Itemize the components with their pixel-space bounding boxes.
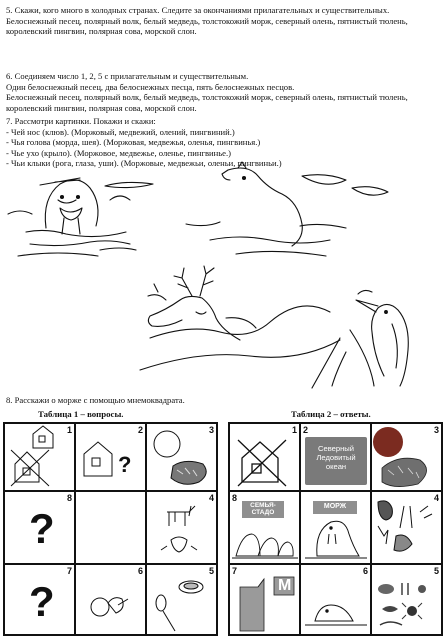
house-crossed-icon: [5, 424, 75, 491]
reindeer-picture: [140, 266, 340, 370]
question-cell-8: [4, 491, 75, 564]
answer-cell-1: [229, 423, 300, 491]
answer-cell-walrus: [300, 491, 371, 564]
question-cell-2: [75, 423, 146, 491]
section-6-task: 6. Соединяем число 1, 2, 5 с прилагательным и существительным.: [6, 71, 249, 81]
cell-number: 6: [362, 566, 368, 576]
cell-number: 6: [137, 566, 143, 576]
cell-number: 2: [137, 425, 143, 435]
section-5-animals: Белоснежный песец, полярный волк, белый медведь, толстокожий морж, северный олень, пятнистый тюлень, королевский пингвин, полярная сова, морской слон.: [6, 15, 408, 37]
soap-and-spoon-icon: [147, 565, 217, 635]
answer-cell-2: [300, 423, 371, 491]
answer-cell-7: [229, 564, 300, 635]
table-2-caption: Таблица 2 – ответы.: [291, 409, 371, 419]
question-cell-7: [4, 564, 75, 635]
cell-number: 4: [208, 493, 214, 503]
answer-cell-4: [371, 491, 442, 564]
family-label: СЕМЬЯ-СТАДО: [250, 502, 276, 516]
cell-number: 7: [232, 566, 238, 576]
walrus-calf-icon: [301, 565, 371, 635]
brown-circle-and-fur-icon: [372, 424, 442, 491]
section-7-title: 7. Рассмотри картинки. Покажи и скажи:: [6, 116, 156, 126]
animal-shapes-icon: [147, 492, 217, 564]
section-7-item: - Чья голова (морда, шея). (Моржовая, медвежья, оленья, пингвинья.): [6, 137, 261, 148]
answer-cell-3: [371, 423, 442, 491]
section-7-item: - Чей нос (клюв). (Моржовый, медвежий, олений, пингвиний.): [6, 126, 235, 137]
cell-number: 1: [291, 425, 297, 435]
section-8-title: 8. Расскажи о морже с помощью мнемоквадрата.: [6, 395, 185, 405]
penguin-picture: [312, 290, 408, 388]
answer-cell-5: [371, 564, 442, 635]
question-cell-5: [146, 564, 217, 635]
circle-and-fur-icon: [147, 424, 217, 491]
section-5: [6, 5, 442, 37]
section-5-task: 5. Скажи, кого много в холодных странах. Следите за окончаниями прилагательных и существительных.: [6, 5, 390, 15]
cell-number: 8: [66, 493, 72, 503]
house-crossed-icon: [230, 424, 300, 491]
walrus-label: МОРЖ: [323, 503, 347, 510]
question-mark: ?: [118, 452, 132, 477]
section-8: [6, 395, 442, 406]
walrus-parts-icon: [372, 492, 442, 564]
cell-number: 3: [433, 425, 439, 435]
cell-number: 5: [208, 566, 214, 576]
section-7: [6, 116, 442, 169]
cell-number: 2: [303, 425, 309, 435]
table-1-caption: Таблица 1 – вопросы.: [38, 409, 124, 419]
walrus-picture: [8, 178, 153, 256]
mnemo-table-questions: [3, 422, 218, 636]
house-icon: [76, 424, 146, 491]
section-7-item: - Чьи клыки (рога, глаза, уши). (Моржовые, медвежьи, оленьи, пингвиньи.): [6, 158, 282, 169]
question-cell-6: [75, 564, 146, 635]
letter-m: М: [278, 577, 292, 594]
section-6-example: Один белоснежный песец, два белоснежных песца, пять белоснежных песцов.: [6, 81, 295, 92]
question-cell-1: [4, 423, 75, 491]
cell-number: 4: [433, 493, 439, 503]
question-cell-empty: [75, 491, 146, 564]
cell-number: 1: [66, 425, 72, 435]
question-mark: ?: [29, 505, 55, 552]
cell-number: 3: [208, 425, 214, 435]
milk-carton-icon: [230, 565, 300, 635]
section-7-item: - Чье ухо (крыло). (Моржовое, медвежье, оленье, пингвинье.): [6, 147, 231, 158]
section-6: [6, 71, 442, 113]
answer-cell-6: [300, 564, 371, 635]
cell-number: 5: [433, 566, 439, 576]
cell-number: 7: [66, 566, 72, 576]
pacifier-icon: [76, 565, 146, 635]
section-6-animals: Белоснежный песец, полярный волк, белый медведь, толстокожий морж, северный олень, пятнистый тюлень, королевский пингвин, полярная сова, морской слон.: [6, 92, 408, 113]
cell-number: 8: [232, 493, 238, 503]
sea-food-icon: [372, 565, 442, 635]
question-cell-3: [146, 423, 217, 491]
polar-bear-picture: [186, 162, 388, 256]
ocean-label: Северный Ледовитый океан: [316, 444, 356, 471]
question-cell-4: [146, 491, 217, 564]
question-mark: ?: [29, 578, 55, 625]
mnemo-table-answers: [228, 422, 443, 636]
answer-cell-8: [229, 491, 300, 564]
